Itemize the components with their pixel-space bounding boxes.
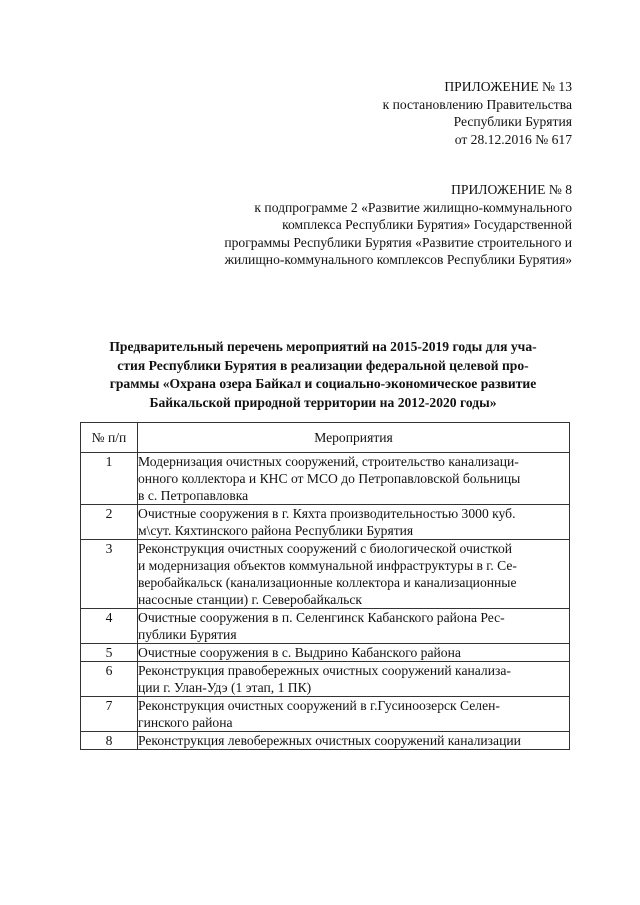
- row-measure: [138, 644, 570, 662]
- measure-line: насосные станции) г. Северобайкальск: [138, 592, 363, 607]
- row-number: 7: [81, 697, 138, 732]
- measure-line: м\сут. Кяхтинского района Республики Бурятия: [138, 523, 414, 538]
- measure-line: Очистные сооружения в п. Селенгинск Кабанского района Рес-: [138, 610, 505, 625]
- measure-line: публики Бурятия: [138, 627, 237, 642]
- row-measure: [138, 505, 570, 540]
- row-number: 5: [81, 644, 138, 662]
- measure-line: Реконструкция левобережных очистных сооружений канализации: [138, 733, 521, 748]
- title-line: стия Республики Бурятия в реализации федеральной целевой про-: [117, 357, 529, 373]
- title-line: Предварительный перечень мероприятий на 2015-2019 годы для уча-: [109, 339, 537, 354]
- header-number: № п/п: [81, 423, 138, 453]
- table-row: [81, 732, 570, 750]
- appendix-8-line: программы Республики Бурятия «Развитие строительного и: [224, 234, 572, 250]
- measure-line: гинского района: [138, 715, 233, 730]
- appendix-8-line: к подпрограмме 2 «Развитие жилищно-коммунального: [254, 199, 572, 215]
- measure-line: в с. Петропавловка: [138, 488, 249, 503]
- table-row: [81, 662, 570, 697]
- appendix-8-line: жилищно-коммунального комплексов Республики Бурятия»: [224, 252, 572, 268]
- row-measure: [138, 732, 570, 750]
- row-measure: [138, 697, 570, 732]
- appendix-13-line: к постановлению Правительства: [382, 96, 572, 112]
- appendix-13-block: [383, 78, 572, 148]
- appendix-8-line: комплекса Республики Бурятия» Государственной: [282, 217, 572, 233]
- measure-line: Очистные сооружения в г. Кяхта производительностью 3000 куб.: [138, 506, 516, 521]
- row-measure: [138, 453, 570, 505]
- appendix-13-date: от 28.12.2016 № 617: [454, 131, 572, 147]
- table-row: [81, 540, 570, 609]
- appendix-8-title: ПРИЛОЖЕНИЕ № 8: [451, 182, 572, 197]
- table-row: [81, 697, 570, 732]
- measure-line: Реконструкция правобережных очистных сооружений канализа-: [138, 663, 511, 678]
- appendix-13-line: Республики Бурятия: [453, 114, 572, 130]
- row-number: 8: [81, 732, 138, 750]
- table-row: [81, 505, 570, 540]
- measure-line: ции г. Улан-Удэ (1 этап, 1 ПК): [138, 680, 312, 695]
- measure-line: Модернизация очистных сооружений, строительство канализаци-: [138, 454, 519, 469]
- measure-line: веробайкальск (канализационные коллектора и канализационные: [138, 575, 517, 590]
- document-title: [84, 338, 562, 412]
- title-line: граммы «Охрана озера Байкал и социально-экономическое развитие: [109, 376, 537, 391]
- row-measure: [138, 662, 570, 697]
- table-row: [81, 644, 570, 662]
- measure-line: и модернизация объектов коммунальной инфраструктуры в г. Се-: [138, 558, 517, 573]
- title-line: Байкальской природной территории на 2012-2020 годы»: [149, 394, 497, 410]
- row-number: 1: [81, 453, 138, 505]
- measure-line: Очистные сооружения в с. Выдрино Кабанского района: [138, 645, 461, 660]
- header-measures: Мероприятия: [138, 423, 570, 453]
- measure-line: онного коллектора и КНС от МСО до Петропавловской больницы: [138, 471, 521, 486]
- row-number: 3: [81, 540, 138, 609]
- appendix-8-block: [224, 181, 572, 269]
- measures-table: [80, 422, 570, 750]
- row-number: 4: [81, 609, 138, 644]
- row-measure: [138, 609, 570, 644]
- measure-line: Реконструкция очистных сооружений с биологической очисткой: [138, 541, 513, 556]
- appendix-13-title: ПРИЛОЖЕНИЕ № 13: [444, 79, 572, 94]
- row-measure: [138, 540, 570, 609]
- row-number: 2: [81, 505, 138, 540]
- table-header-row: [81, 423, 570, 453]
- row-number: 6: [81, 662, 138, 697]
- measure-line: Реконструкция очистных сооружений в г.Гусиноозерск Селен-: [138, 698, 500, 713]
- table-row: [81, 453, 570, 505]
- table-row: [81, 609, 570, 644]
